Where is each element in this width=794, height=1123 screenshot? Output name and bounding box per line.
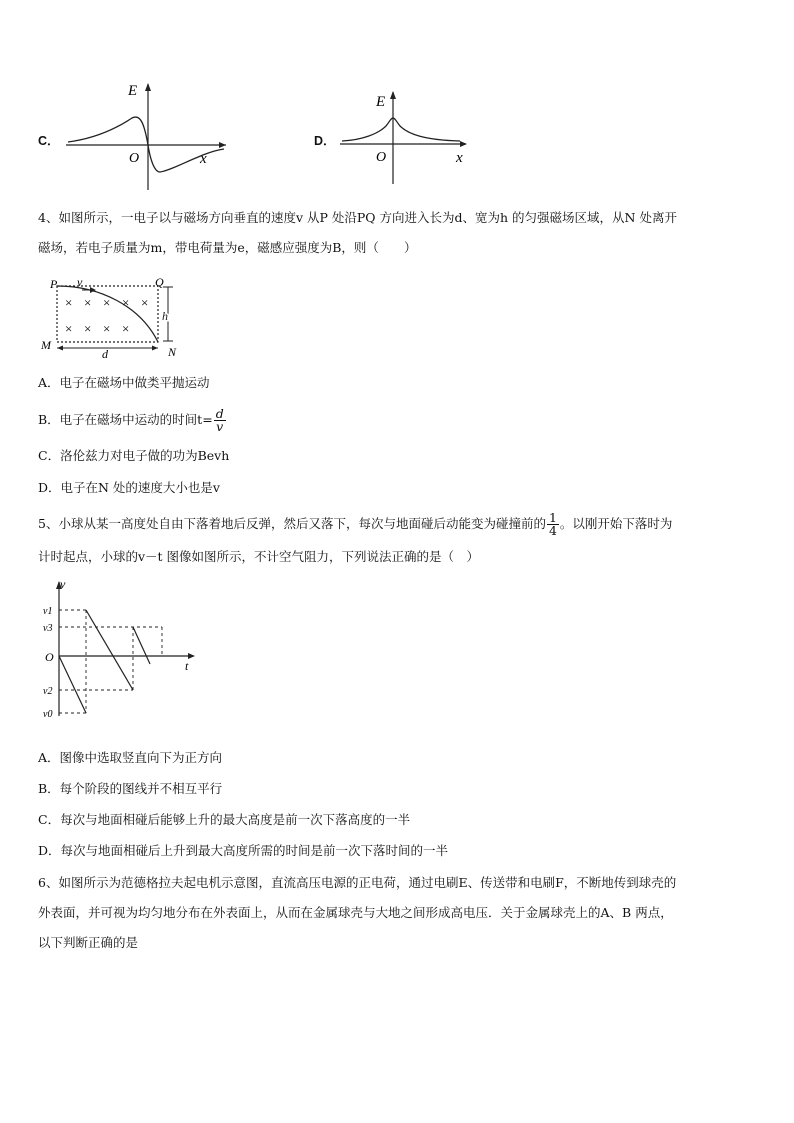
fraction-one-quarter: $\frac{1}{4}$ [548,510,557,538]
q5-stem-line1: 5、小球从某一高度处自由下落着地后反弹，然后又落下，每次与地面碰后动能变为碰撞前的 $\frac{1}{4}$ 。以刚开始下落时为 [38,510,673,538]
label-n: N [168,345,177,359]
y-axis-arrow [145,83,151,91]
label-v2: v2 [43,686,53,697]
axis-label-e: E [128,83,138,99]
axis-label-x: x [200,151,207,167]
graph-option-c [62,78,232,196]
magnetic-field-figure [40,276,190,360]
label-v1: v1 [43,606,53,617]
q5-option-c: C．每次与地面相碰后能够上升的最大高度是前一次下落高度的一半 [38,812,411,827]
svg-text:×: × [84,321,92,336]
field-marks [65,295,148,336]
label-v3: v3 [43,623,53,634]
x-axis-arrow [219,142,226,148]
velocity-arrowhead [90,287,96,293]
q4-option-b-text: B．电子在磁场中运动的时间t= [38,412,213,427]
q4-stem-line1: 4、如图所示，一电子以与磁场方向垂直的速度v 从P 处沿PQ 方向进入长为d、宽为h 的匀强磁场区域，从N 处离开 [38,210,677,225]
label-q: Q [155,276,164,289]
origin-label: O [129,151,140,166]
q5-option-a: A．图像中选取竖直向下为正方向 [38,750,223,765]
q4-option-b [38,404,227,436]
q5-option-b: B．每个阶段的图线并不相互平行 [38,781,223,796]
svg-text:×: × [84,295,92,310]
q6-stem-line3: 以下判断正确的是 [38,935,139,950]
axis-label-t: t [185,659,189,673]
label-v: v [77,276,83,289]
label-p: P [50,277,58,291]
vt-graph [40,578,200,720]
q6-stem-line1: 6、如图所示为范德格拉夫起电机示意图，直流高压电源的正电荷，通过电刷E、传送带和电刷F，不断地传到球壳的 [38,875,677,890]
label-h: h [162,309,168,323]
q4-option-c: C．洛伦兹力对电子做的功为Bevh [38,448,230,463]
origin-label: O [376,150,387,165]
graph-option-d [338,88,473,188]
svg-text:×: × [103,321,111,336]
guide-lines [59,610,162,713]
option-c-label: C． [38,134,60,148]
svg-text:×: × [141,295,149,310]
svg-text:×: × [65,321,73,336]
origin-label: O [45,650,54,664]
label-d: d [102,347,108,360]
fraction-d-over-v: $\frac{d}{v}$ [215,406,224,434]
q4-option-d: D．电子在N 处的速度大小也是v [38,480,220,495]
curve-d [342,118,460,141]
velocity-segments [59,610,150,713]
svg-text:×: × [122,295,130,310]
option-d-label: D． [314,134,336,148]
y-axis-arrow [390,91,396,99]
svg-text:×: × [122,321,130,336]
q4-stem-line2: 磁场，若电子质量为m，带电荷量为e，磁感应强度为B，则（ ） [38,240,417,255]
axis-label-x: x [456,150,463,166]
axis-label-e: E [376,94,386,110]
svg-text:×: × [65,295,73,310]
label-v0: v0 [43,709,53,720]
q5-stem-line2: 计时起点，小球的v－t 图像如图所示，不计空气阻力，下列说法正确的是（ ） [38,549,480,564]
svg-text:×: × [103,295,111,310]
q6-stem-line2: 外表面，并可视为均匀地分布在外表面上，从而在金属球壳与大地之间形成高电压．关于金属球壳上的A、B 两点， [38,905,673,920]
q4-option-a: A．电子在磁场中做类平抛运动 [38,375,210,390]
q5-option-d: D．每次与地面相碰后上升到最大高度所需的时间是前一次下落时间的一半 [38,843,449,858]
axis-label-v: v [60,578,66,591]
label-m: M [41,338,51,352]
x-axis-arrow [460,141,467,147]
